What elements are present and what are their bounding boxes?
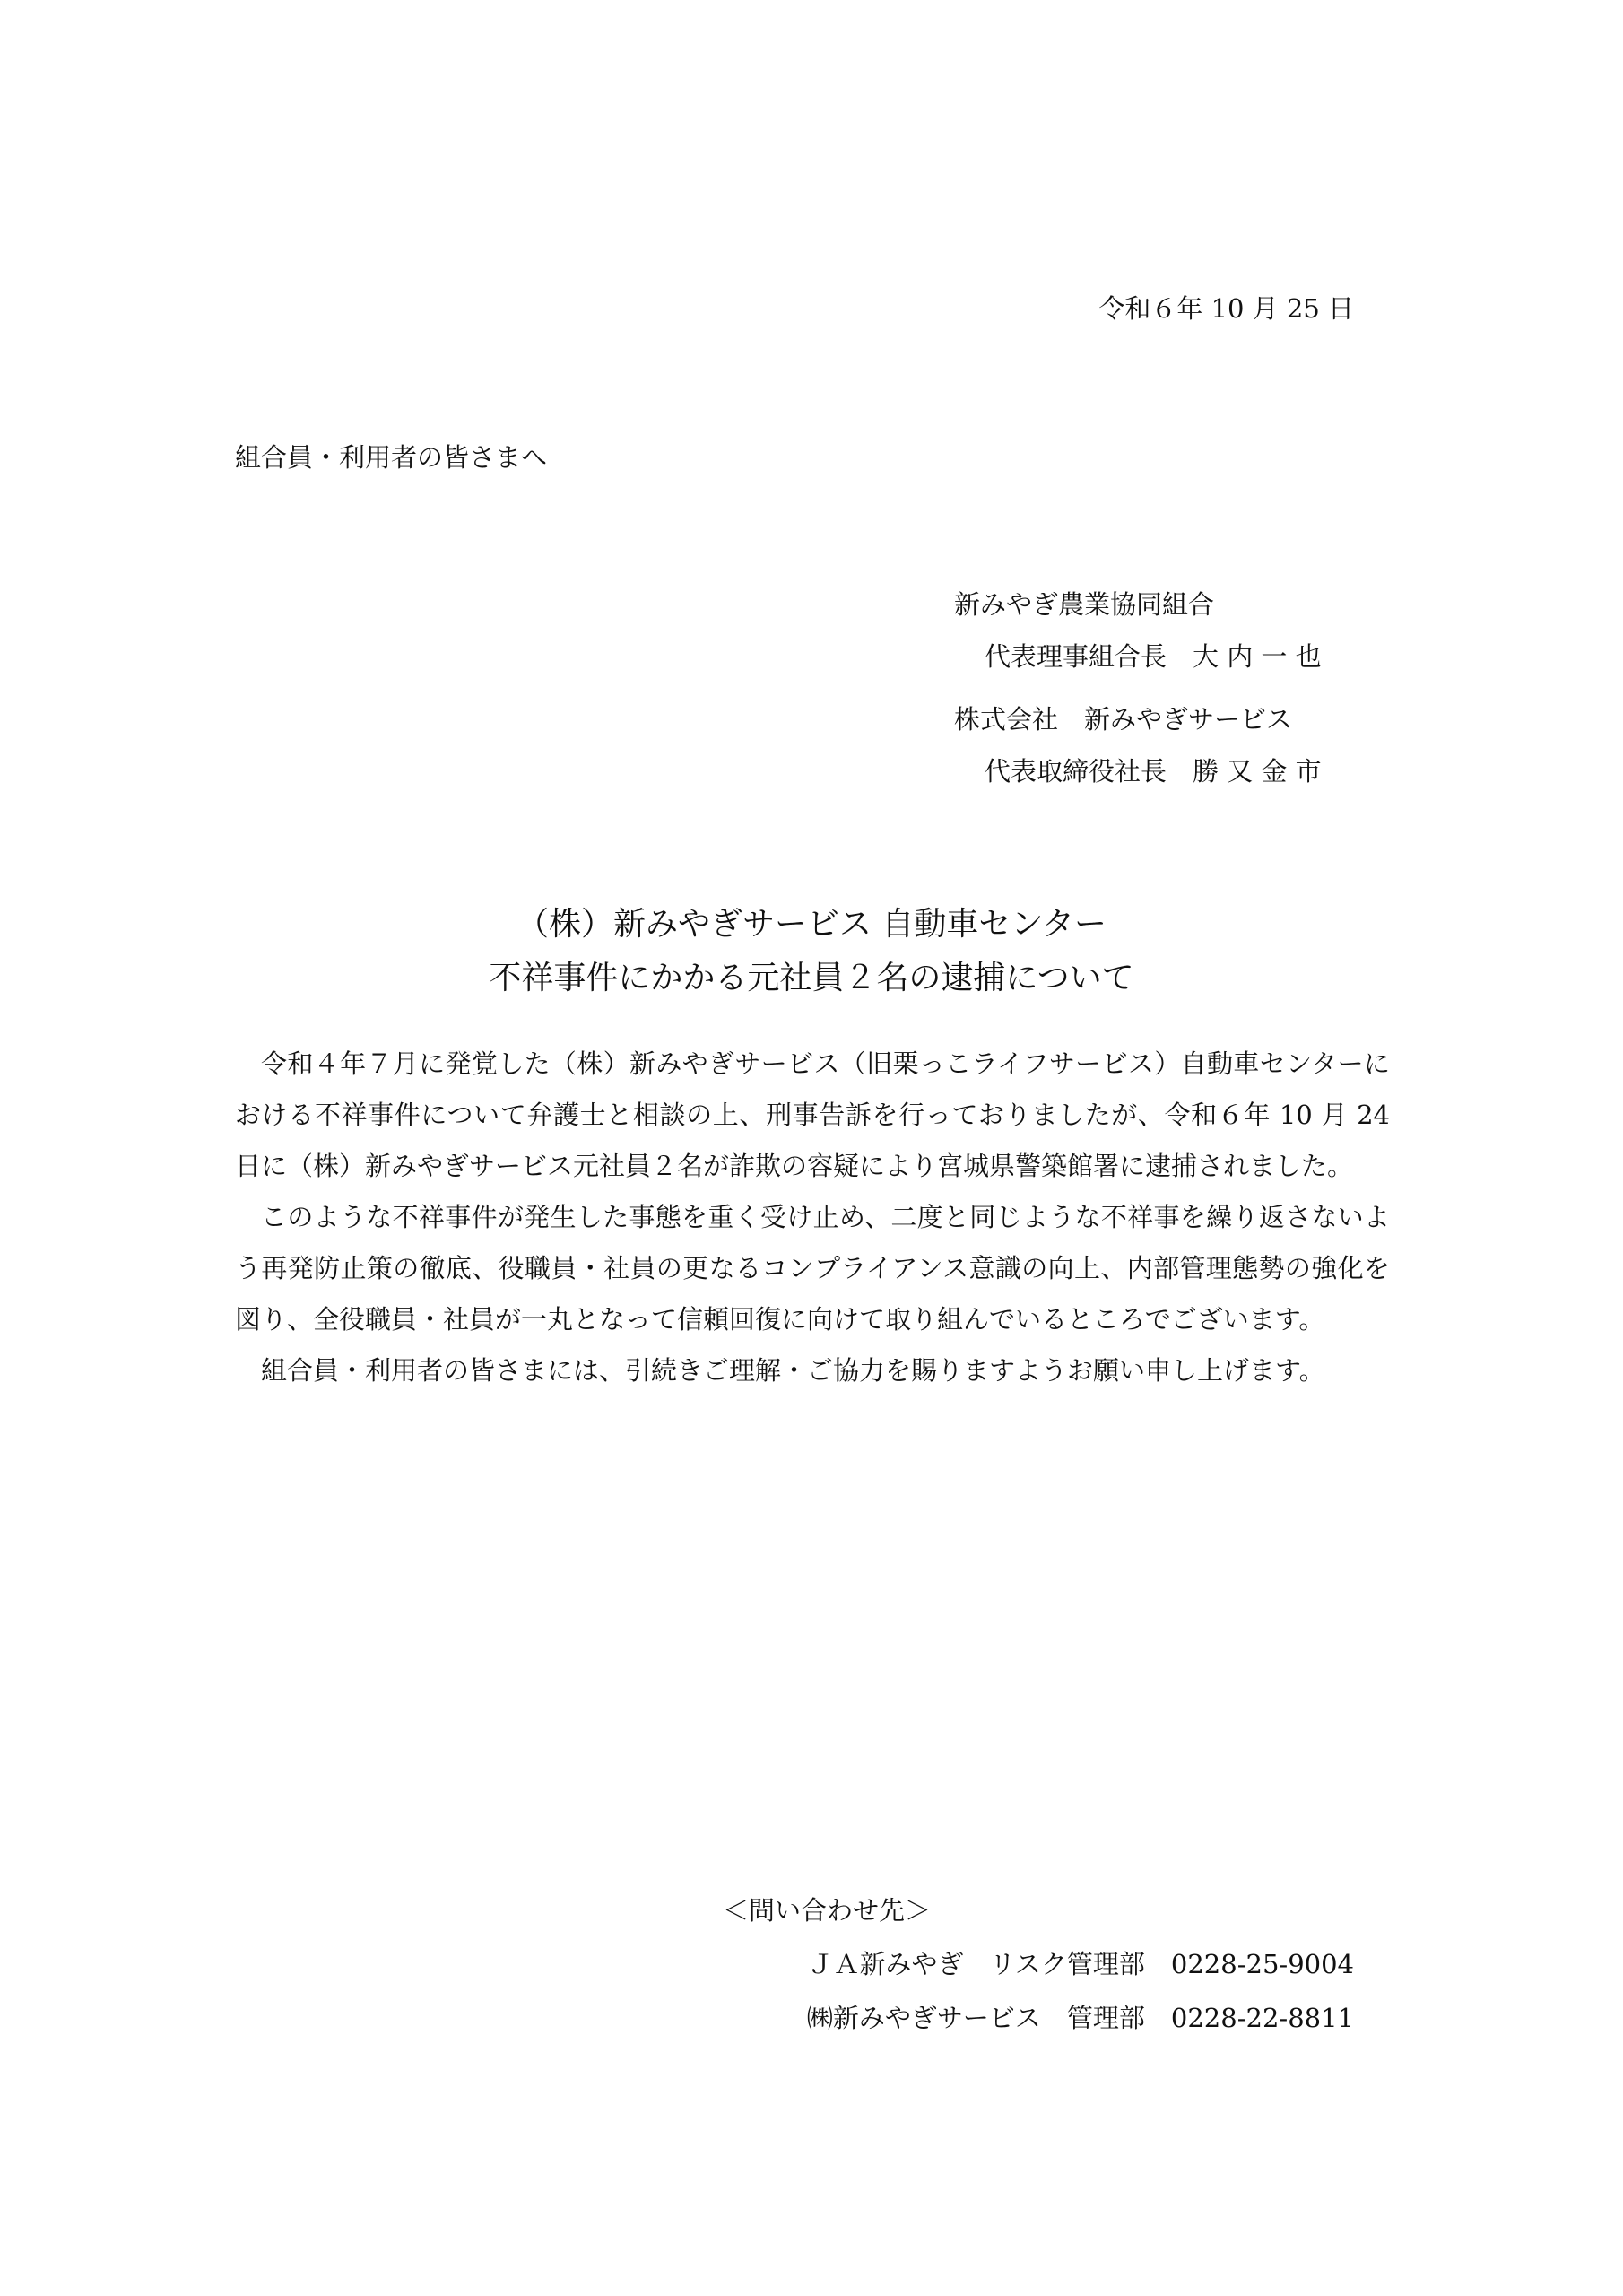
- document-body: [235, 1039, 1390, 1396]
- document-title-line1: （株）新みやぎサービス 自動車センター: [516, 906, 1107, 943]
- sender-org-service: 株式会社 新みやぎサービス: [954, 704, 1293, 735]
- document-date: 令和６年 10 月 25 日: [1098, 293, 1354, 324]
- sender-title-service: 代表取締役社長 勝 又 金 市: [985, 756, 1322, 787]
- contact-line-ja: ＪＡ新みやぎ リスク管理部 0228-25-9004: [807, 1949, 1354, 1979]
- sender-title-ja: 代表理事組合長 大 内 一 也: [985, 641, 1322, 672]
- body-paragraph-2: このような不祥事件が発生した事態を重く受け止め、二度と同じような不祥事を繰り返さないよう再発防止策の徹底、役職員・社員の更なるコンプライアンス意識の向上、内部管理態勢の強化を図り、全役職員・社員が一丸となって信頼回復に向けて取り組んでいるところでございます。: [235, 1202, 1390, 1335]
- contact-heading: ＜問い合わせ先＞: [723, 1895, 932, 1926]
- document-title-line2: 不祥事件にかかる元社員２名の逮捕について: [489, 960, 1134, 996]
- contact-line-service: ㈱新みやぎサービス 管理部 0228-22-8811: [806, 2003, 1354, 2033]
- body-paragraph-1: 令和４年７月に発覚した（株）新みやぎサービス（旧栗っこライフサービス）自動車センターにおける不祥事件について弁護士と相談の上、刑事告訴を行っておりましたが、令和６年 10 月 24 日に（株）新みやぎサービス元社員２名が詐欺の容疑により宮城県警築館署に逮捕されました。: [235, 1048, 1390, 1181]
- body-paragraph-3: 組合員・利用者の皆さまには、引続きご理解・ご協力を賜りますようお願い申し上げます。: [261, 1355, 1325, 1386]
- sender-org-ja: 新みやぎ農業協同組合: [954, 589, 1215, 620]
- addressee: 組合員・利用者の皆さまへ: [235, 442, 548, 473]
